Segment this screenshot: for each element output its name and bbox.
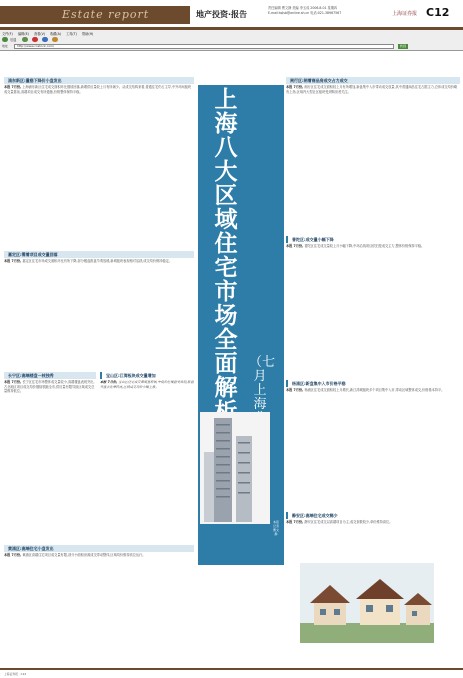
article-jiading — [4, 251, 194, 369]
browser-chrome — [0, 30, 463, 51]
go-button[interactable]: 转到 — [399, 44, 406, 48]
page-footer: 上海证券报 · C12 — [0, 668, 463, 678]
article-lead: 本报 7月份, — [4, 85, 22, 89]
article-body — [100, 380, 194, 389]
article-putuo — [286, 236, 460, 376]
article-heading: 闸行区:闸着商品房成交占力成交 — [286, 77, 460, 84]
feature-subtitle: （七月上海 — [249, 355, 276, 412]
article-text: 黄浦区高端住宅项目成交量有限,部分小面积房源成交带动整体,区域均价维持高位运行。 — [22, 553, 146, 557]
article-pudong — [4, 77, 194, 263]
article-heading: 长宁区:高端楼盘一枝独秀 — [4, 372, 96, 379]
article-body — [4, 85, 194, 94]
address-label: 地址 — [2, 44, 9, 48]
article-lead: 本报 7月份, — [286, 244, 304, 248]
article-lead: 本报 7月份, — [4, 380, 22, 384]
article-body — [286, 85, 460, 94]
article-body — [286, 520, 460, 525]
article-text: 宝山区住宅成交量明显增加,中低价位楼盘受欢迎,新盘开盘去化率较高,区域成交均价小幅上涨。 — [100, 380, 194, 389]
article-baoshan — [100, 372, 194, 542]
article-text: 闸行区住宅成交面积较上月有所增加,新盘集中入市带动成交放量,其中普通商品住宅占据主力,总体成交均价略有上扬,区域内大型社区板块受到购房者关注。 — [286, 85, 458, 94]
masthead-meta — [268, 6, 388, 16]
menu-file[interactable]: 文件(F) — [2, 32, 13, 36]
article-lead: 本报 7月份, — [4, 553, 22, 557]
back-label[interactable]: 后退 — [10, 38, 17, 42]
article-jingan — [286, 512, 460, 560]
feature-title: 上海八大区域住宅市场全面解 — [214, 87, 238, 401]
feature-byline: 本报记者 曹文静 — [272, 520, 279, 536]
home-icon[interactable] — [52, 37, 58, 42]
article-text: 杨浦区住宅成交面积较上月增长,新江湾城板块多个项目集中入市,带动区域整体成交,价格基本持平。 — [304, 388, 445, 392]
stop-icon[interactable] — [32, 37, 38, 42]
article-body — [286, 388, 460, 393]
menu-edit[interactable]: 编辑(E) — [18, 32, 29, 36]
article-huangpu — [4, 545, 194, 665]
menu-tools[interactable]: 工具(T) — [66, 32, 77, 36]
article-yangpu — [286, 380, 460, 510]
menu-favorites[interactable]: 收藏(A) — [50, 32, 62, 36]
article-heading: 浦东新区:量稳下降价小盘发出 — [4, 77, 194, 84]
article-text: 嘉定区住宅市场成交面积环比有所下降,部分楼盘推盘节奏放缓,新城板块表现相对活跃,成交均价保持稳定。 — [22, 259, 172, 263]
article-minhang — [286, 77, 460, 227]
footer-page: C12 — [20, 672, 27, 676]
masthead-script-title: Estate report — [62, 8, 150, 21]
footer-logo: 上海证券报 — [4, 672, 18, 676]
article-heading: 嘉定区:需着项目成交量回落 — [4, 251, 194, 258]
forward-arrow-icon[interactable] — [22, 37, 28, 42]
article-text: 静安区住宅成交以高端项目为主,成交套数较少,单价维持高位。 — [304, 520, 393, 524]
article-heading: 杨浦区:新盘集中入市价格平稳 — [286, 380, 460, 387]
article-heading: 宝山区:江湾板块成交量增加 — [100, 372, 194, 379]
masthead — [0, 0, 463, 34]
meta-line-2: E-mail:tqlsb@online.sh.cn 电话:021-38967567 — [268, 11, 342, 15]
building-photo — [200, 412, 270, 524]
article-lead: 本报 7月份, — [100, 380, 118, 384]
section-title: 地产投资·报告 — [196, 10, 248, 19]
back-arrow-icon[interactable] — [2, 37, 8, 42]
article-body — [4, 259, 194, 264]
article-heading: 静安区:高端住宅成交稀少 — [286, 512, 460, 519]
meta-line-1: 责任编辑 曹文静 美编 李玉成 2006.8.01 星期四 — [268, 6, 338, 10]
article-lead: 本报 7月份, — [286, 388, 304, 392]
menu-help[interactable]: 帮助(H) — [82, 32, 94, 36]
article-lead: 本报 7月份, — [286, 85, 304, 89]
article-text: 上海浦东新区住宅成交面积环比继续回落,新增供应量较上月有所减少。从成交结构来看,普通住宅仍占主导,中外环间板块成交量靠前,高端项目成交有所萎缩,价格整体保持平稳。 — [4, 85, 192, 94]
refresh-icon[interactable] — [42, 37, 48, 42]
menu-view[interactable]: 查看(V) — [34, 32, 46, 36]
article-changning — [4, 372, 96, 542]
paper-logo: 上海证券报 — [392, 11, 418, 17]
article-heading: 黄浦区:高端住宅小盘发出 — [4, 545, 194, 552]
houses-photo — [300, 563, 434, 643]
article-body — [4, 553, 194, 558]
article-body — [286, 244, 460, 249]
page-number: C12 — [426, 6, 450, 19]
article-text: 长宁区住宅市场整体成交量较小,高端楼盘表现突出,古北地区项目成交均价继续领跑全市,供应量有限导致区域成交总量维持低位。 — [4, 380, 95, 394]
article-lead: 本报 7月份, — [4, 259, 22, 263]
article-body — [4, 380, 96, 394]
address-bar[interactable]: http://www.cnstock.com/ — [14, 44, 394, 49]
article-text: 普陀区住宅成交量较上月小幅下降,中环沿线项目依旧是成交主力,整体价格保持平稳。 — [304, 244, 425, 248]
article-heading: 普陀区:成交量小幅下降 — [286, 236, 460, 243]
article-lead: 本报 7月份, — [286, 520, 304, 524]
